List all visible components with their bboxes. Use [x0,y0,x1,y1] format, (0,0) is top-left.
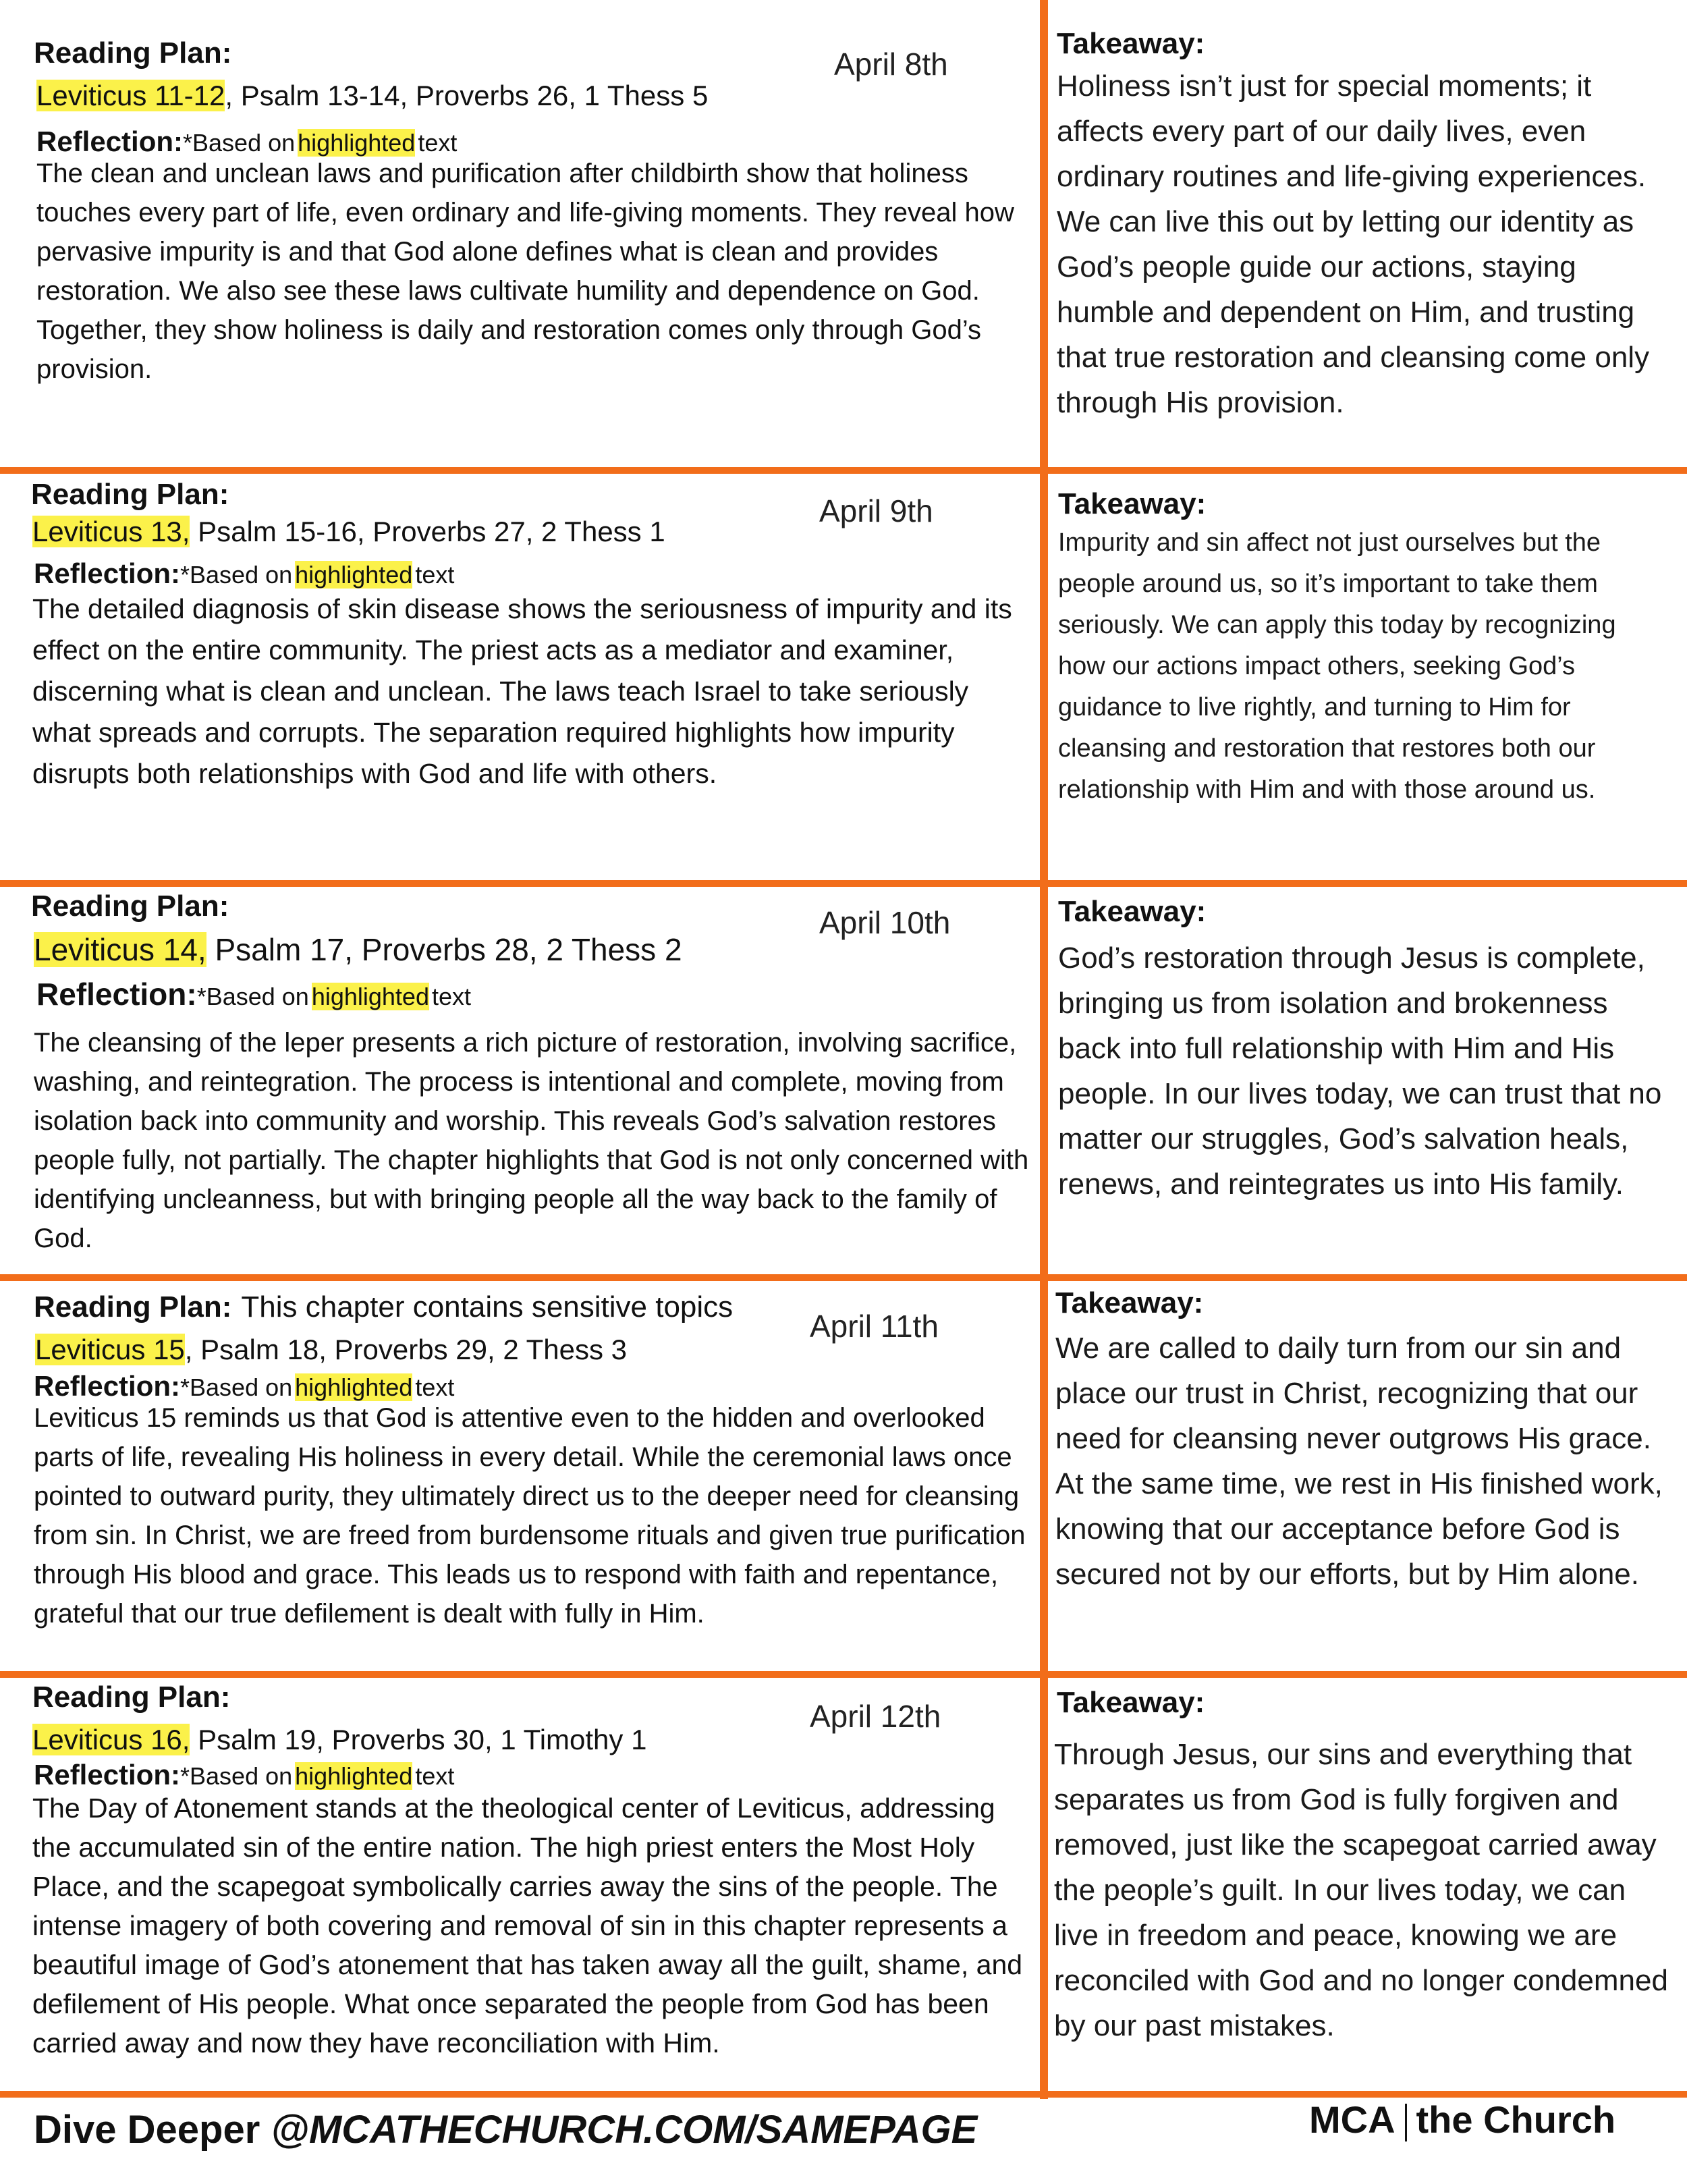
reflection-text: The Day of Atonement stands at the theological center of Leviticus, addressing the accumulated sin of the entire nation. The high priest enters the Most Holy Place, and the scapegoat symbolically carries away the sins of the people. The intense imagery of both covering and removal of sin in this chapter represents a beautiful image of God’s atonement that has taken away all the guilt, shame, and defilement of His people. What once separated the people from God has been carried away and now they have reconciliation with Him. [32,1793,1023,2058]
church-logo: MCA the Church [1309,2098,1616,2141]
day-date: April 10th [819,905,951,940]
section-divider [0,1274,1687,1281]
reflection-text: The cleansing of the leper presents a rich picture of restoration, involving sacrifice, washing, and reintegration. The process is intentional and complete, moving from isolation back into community and worship. This reveals God’s salvation restores people fully, not partially. The chapter highlights that God is not only concerned with identifying uncleanness, but with bringing people all the way back to the family of God. [34,1028,1029,1253]
reading-references [32,516,665,548]
reflection-header: Reflection:*Based on highlighted text [34,1759,455,1791]
reading-references [36,80,708,112]
section-divider [0,880,1687,887]
highlighted-reference: Leviticus 14, [34,932,206,967]
reading-plan-label: Reading Plan: [31,478,229,511]
website-link[interactable]: @MCATHECHURCH.COM/SAMEPAGE [271,2108,978,2152]
day-date: April 12th [810,1699,941,1734]
dive-deeper-label: Dive Deeper [34,2108,260,2152]
reflection-text: The detailed diagnosis of skin disease shows the seriousness of impurity and its effect on the entire community. The priest acts as a mediator and examiner, discerning what is clean and unclean. The laws teach Israel to take seriously what spreads and corrupts. The separation required highlights how impurity disrupts both relationships with God and life with others. [32,593,1012,789]
takeaway-label: Takeaway: [1058,895,1207,928]
other-references: Psalm 15-16, Proverbs 27, 2 Thess 1 [190,516,665,547]
takeaway-label: Takeaway: [1058,487,1207,520]
highlighted-reference: Leviticus 13, [32,516,190,547]
reflection-text: Leviticus 15 reminds us that God is attentive even to the hidden and overlooked parts of life, revealing His holiness in every detail. While the ceremonial laws once pointed to outward purity, they ultimately direct us to the deeper need for cleansing from sin. In Christ, we are freed from burdensome rituals and given true purification through His blood and grace. This leads us to respond with faith and repentance, grateful that our true defilement is dealt with fully in Him. [34,1403,1026,1629]
reading-plan-label: Reading Plan: [34,36,232,70]
other-references: Psalm 17, Proverbs 28, 2 Thess 2 [206,932,682,967]
other-references: , Psalm 13-14, Proverbs 26, 1 Thess 5 [225,80,709,111]
section-divider [0,2091,1687,2098]
reflection-header: Reflection:*Based on highlighted text [36,126,458,157]
takeaway-text: We are called to daily turn from our sin and place our trust in Christ, recognizing that our need for cleansing never outgrows His grace. At the same time, we rest in His finished work, knowing that our acceptance before God is secured not by our efforts, but by Him alone. [1055,1332,1663,1591]
highlighted-reference: Leviticus 11-12 [36,80,225,111]
reading-plan-label: Reading Plan: This chapter contains sensitive topics [34,1290,734,1323]
takeaway-label: Takeaway: [1057,1686,1205,1719]
takeaway-text: Through Jesus, our sins and everything that separates us from God is fully forgiven and removed, just like the scapegoat carried away the people’s guilt. In our lives today, we can live in freedom and peace, knowing we are reconciled with God and no longer condemned by our past mistakes. [1054,1738,1668,2042]
reading-plan-label: Reading Plan: [31,890,229,923]
takeaway-text: God’s restoration through Jesus is complete, bringing us from isolation and brokenness back into full relationship with Him and His people. In our lives today, we can trust that no matter our struggles, God’s salvation heals, renews, and reintegrates us into His family. [1058,941,1662,1201]
reflection-text: The clean and unclean laws and purification after childbirth show that holiness touches every part of life, even ordinary and life-giving moments. They reveal how pervasive impurity is and that God alone defines what is clean and provides restoration. We also see these laws cultivate humility and dependence on God. Together, they show holiness is daily and restoration comes only through God’s provision. [36,159,1014,384]
dive-deeper-footer [34,2107,977,2152]
highlighted-reference: Leviticus 15 [35,1334,185,1365]
day-date: April 11th [810,1309,939,1344]
reading-references [34,931,682,968]
takeaway-label: Takeaway: [1057,27,1205,60]
day-date: April 8th [834,47,948,82]
section-divider [0,467,1687,474]
other-references: Psalm 19, Proverbs 30, 1 Timothy 1 [190,1724,647,1755]
day-date: April 9th [819,493,933,528]
reading-references [35,1334,627,1366]
reading-references [32,1724,646,1756]
reflection-header: Reflection:*Based on highlighted text [34,1370,455,1402]
takeaway-text: Holiness isn’t just for special moments; it affects every part of our daily lives, even ordinary routines and life-giving experiences. We can live this out by letting our identity as God’s people guide our actions, staying humble and dependent on Him, and trusting that true restoration and cleansing come only through His provision. [1057,70,1650,419]
section-divider [0,1671,1687,1678]
highlighted-reference: Leviticus 16, [32,1724,190,1755]
takeaway-label: Takeaway: [1055,1286,1204,1319]
reflection-header: Reflection:*Based on highlighted text [36,977,472,1012]
reading-plan-label: Reading Plan: [32,1681,231,1714]
takeaway-text: Impurity and sin affect not just ourselves but the people around us, so it’s important to take them seriously. We can apply this today by recognizing how our actions impact others, seeking God’s guidance to live rightly, and turning to Him for cleansing and restoration that restores both our relationship with Him and with those around us. [1058,528,1616,804]
reflection-header: Reflection:*Based on highlighted text [34,557,455,589]
column-divider [1040,0,1048,2099]
other-references: , Psalm 18, Proverbs 29, 2 Thess 3 [184,1334,628,1365]
